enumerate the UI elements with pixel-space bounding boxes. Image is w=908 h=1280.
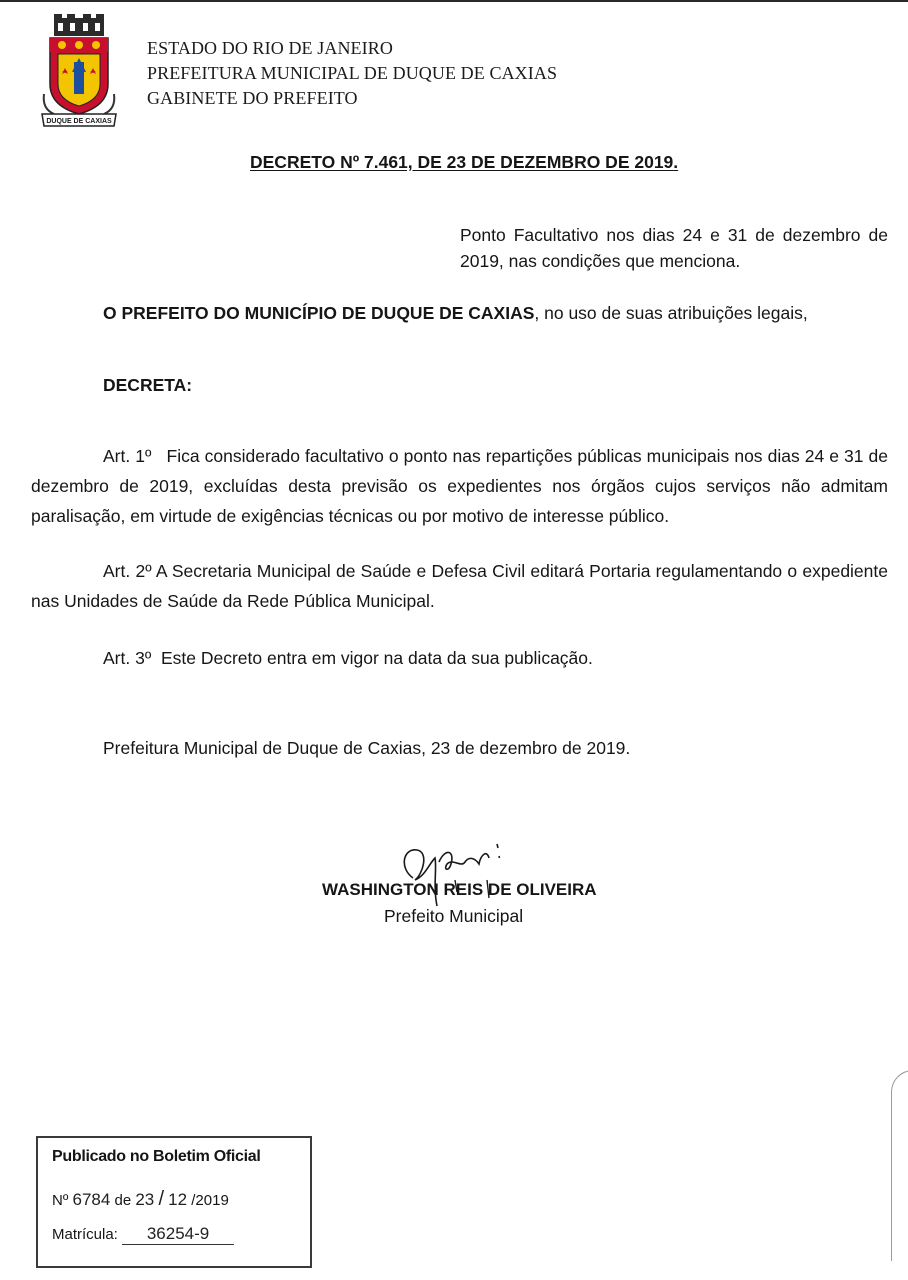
decree-title: DECRETO Nº 7.461, DE 23 DE DEZEMBRO DE 2019.	[250, 152, 679, 172]
decree-ementa: Ponto Facultativo nos dias 24 e 31 de dezembro de 2019, nas condições que menciona.	[460, 225, 888, 271]
article-3	[103, 643, 593, 673]
article-1-text: Fica considerado facultativo o ponto nas repartições públicas municipais nos dias 24 e 31 de dezembro de 2019, excluídas desta previsão os expedientes nos órgãos cujos serviços não admitam paralisação, em virtude de exigências técnicas ou por motivo de interesse público.	[31, 446, 889, 526]
stamp-title: Publicado no Boletim Oficial	[52, 1148, 261, 1165]
stamp-number-label: Nº	[52, 1192, 69, 1209]
stamp-matricula-value: 36254-9	[122, 1224, 234, 1245]
page-edge-artifact	[891, 1070, 908, 1261]
article-2	[31, 556, 888, 616]
publication-stamp	[36, 1136, 312, 1268]
signatory-role: Prefeito Municipal	[384, 906, 524, 926]
article-2-label: Art. 2º	[103, 561, 152, 581]
article-3-text: Este Decreto entra em vigor na data da sua publicação.	[160, 648, 593, 668]
top-border	[0, 0, 908, 2]
header-gabinete: GABINETE DO PREFEITO	[147, 88, 358, 108]
crest-banner-text: DUQUE DE CAXIAS	[46, 118, 112, 125]
article-3-label: Art. 3º	[103, 648, 152, 668]
preamble	[103, 298, 893, 328]
header-prefeitura: PREFEITURA MUNICIPAL DE DUQUE DE CAXIAS	[147, 63, 558, 83]
stamp-year: /2019	[191, 1192, 229, 1209]
article-2-text: A Secretaria Municipal de Saúde e Defesa Civil editará Portaria regulamentando o expediente nas Unidades de Saúde da Rede Pública Municipal.	[31, 561, 888, 611]
header-state: ESTADO DO RIO DE JANEIRO	[147, 38, 393, 58]
article-1	[31, 441, 888, 531]
stamp-number-row	[52, 1188, 229, 1211]
signatory-name: WASHINGTON REIS DE OLIVEIRA	[322, 880, 597, 899]
preamble-bold: O PREFEITO DO MUNICÍPIO DE DUQUE DE CAXIAS	[103, 303, 535, 323]
stamp-number: 6784	[72, 1190, 111, 1209]
article-1-label: Art. 1º	[103, 446, 152, 466]
stamp-de-label: de	[114, 1192, 132, 1209]
preamble-rest: , no uso de suas atribuições legais,	[534, 303, 808, 323]
stamp-date-separator: /	[158, 1188, 164, 1210]
stamp-matricula-row	[52, 1224, 234, 1245]
decreta-heading: DECRETA:	[103, 375, 193, 395]
stamp-month: 12	[168, 1190, 188, 1209]
place-date: Prefeitura Municipal de Duque de Caxias, 23 de dezembro de 2019.	[103, 738, 631, 758]
stamp-matricula-label: Matrícula:	[52, 1226, 118, 1243]
stamp-day: 23	[135, 1190, 155, 1209]
crest-logo	[40, 14, 118, 132]
